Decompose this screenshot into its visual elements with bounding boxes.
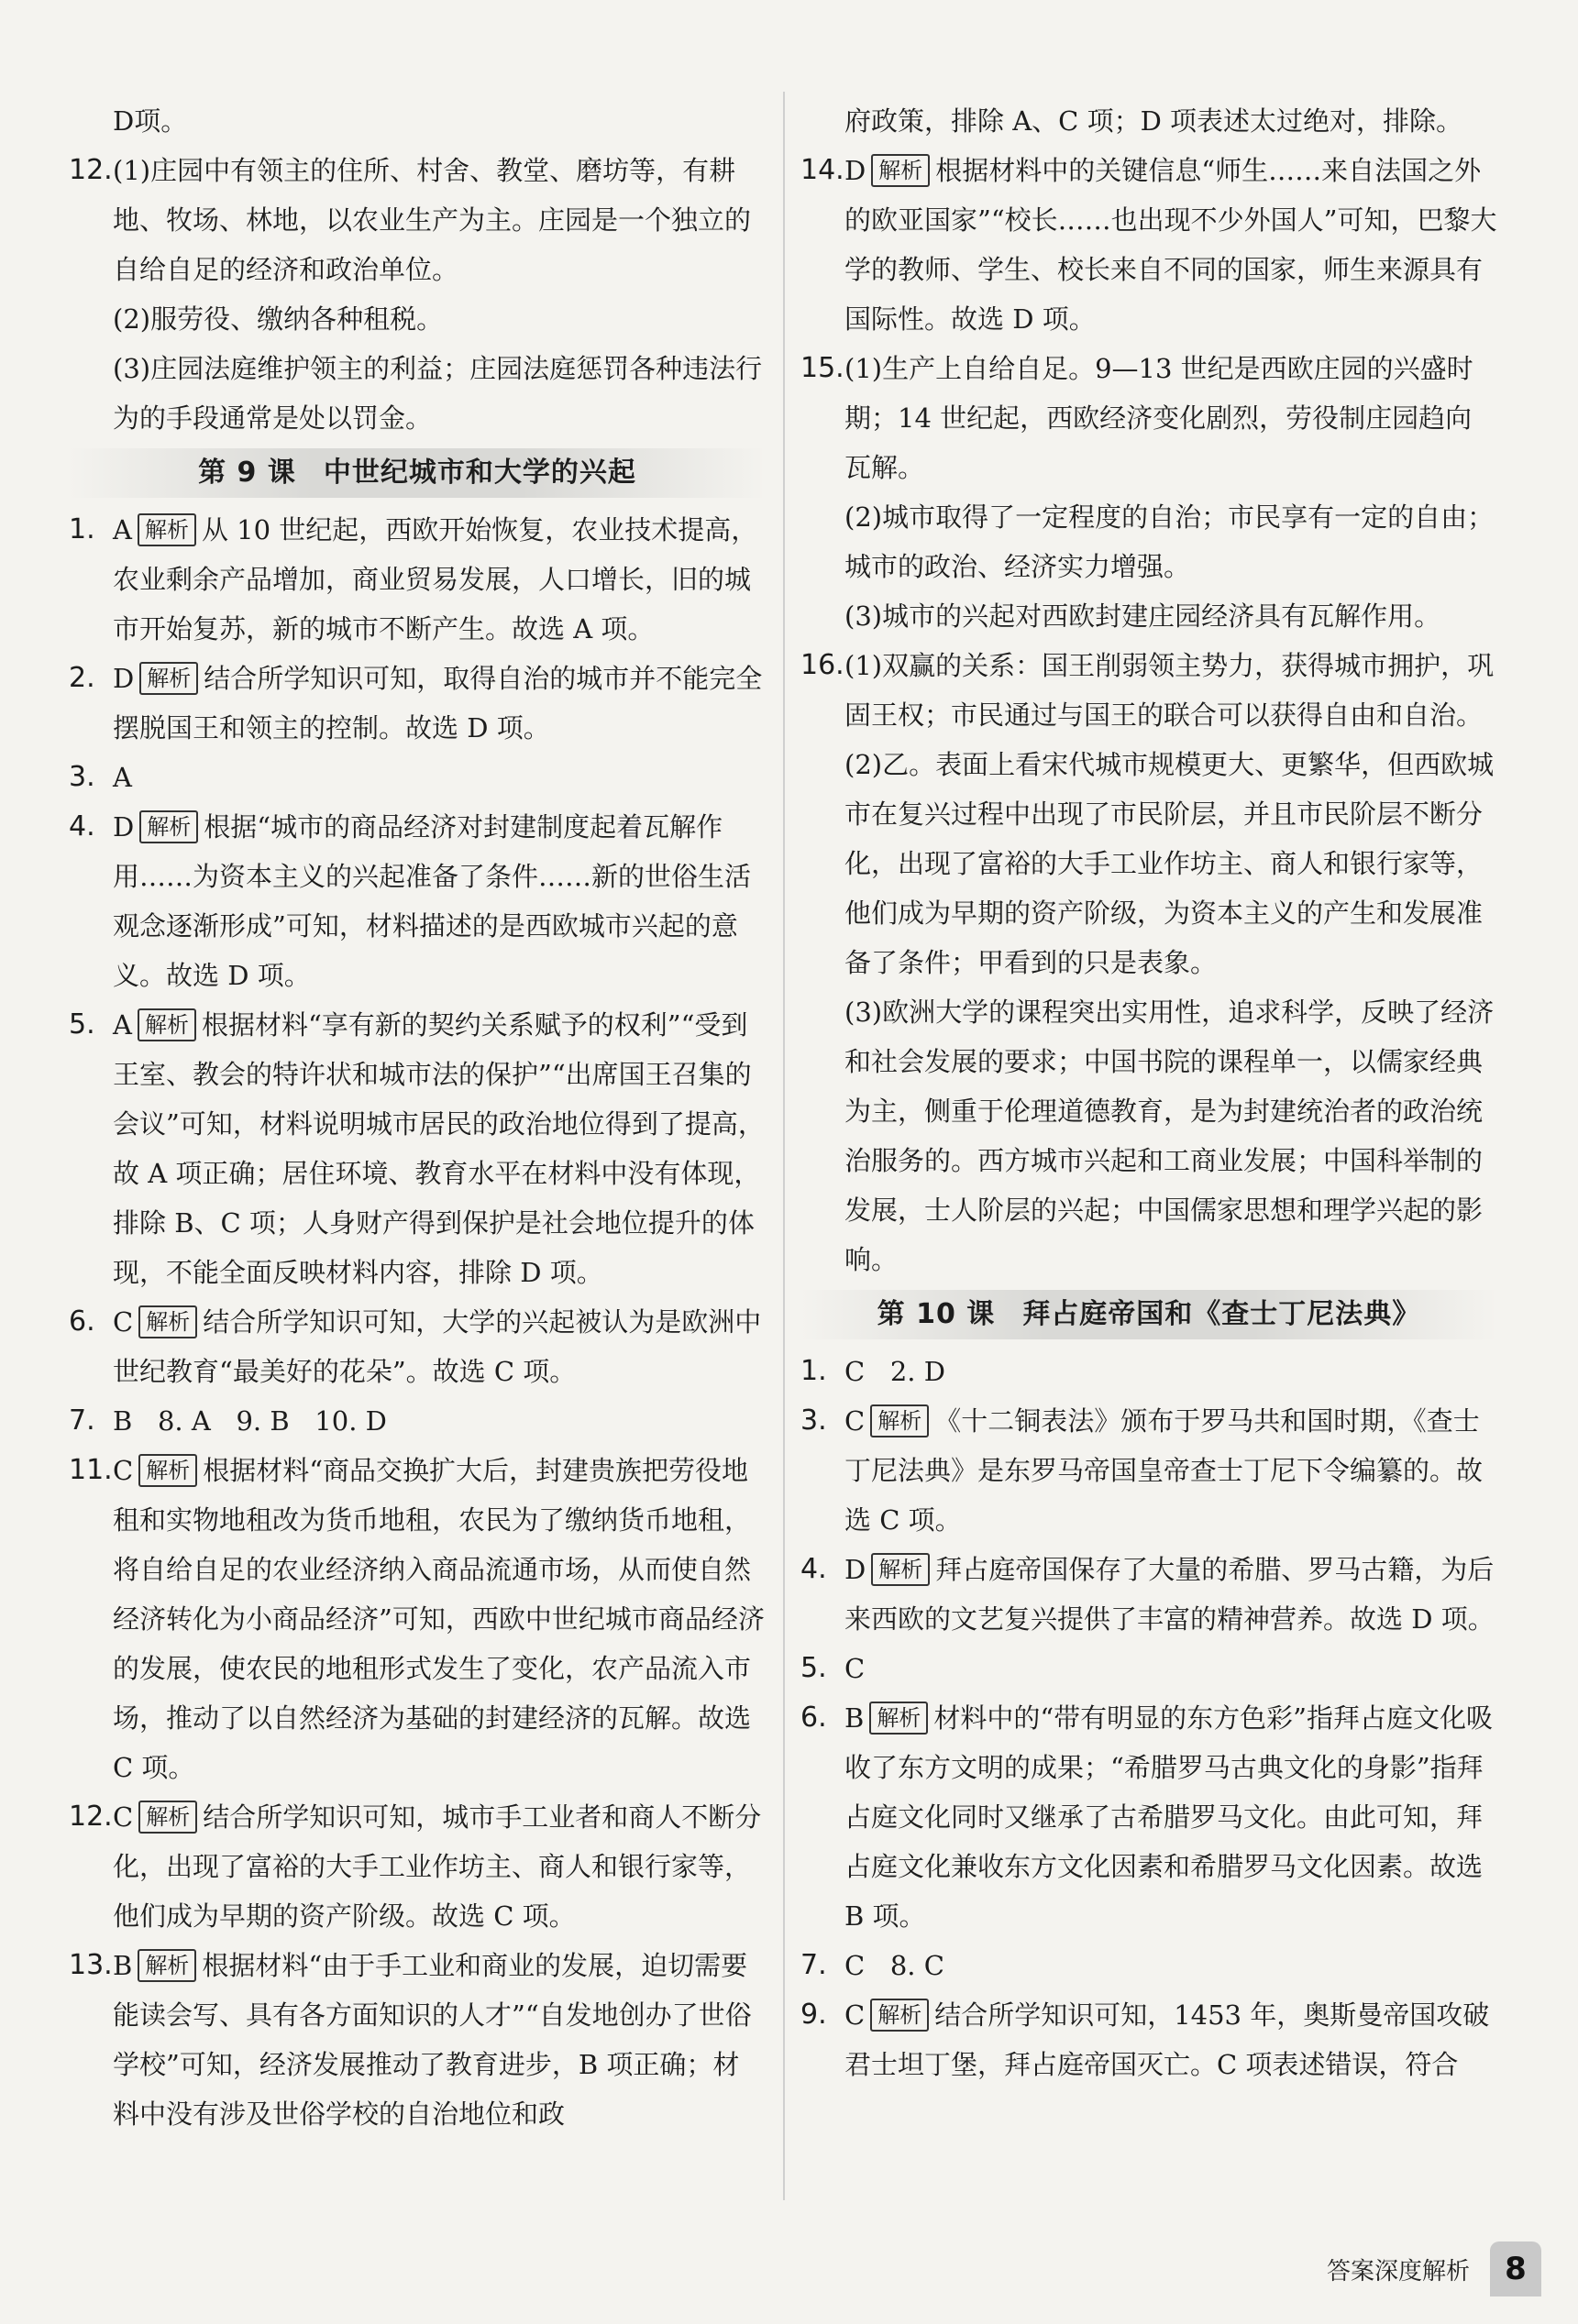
analysis-tag: 解析 [870, 1999, 929, 2032]
answer-number: 5. [800, 1652, 827, 1684]
answer-item [800, 1644, 1497, 1693]
analysis-tag: 解析 [870, 1404, 929, 1437]
answer-text: 根据材料“由于手工业和商业的发展，迫切需要能读会写、具有各方面知识的人才”“自发地创办了世俗学校”可知，经济发展推动了教育进步，B 项正确；材料中没有涉及世俗学校的自治地位和政 [113, 1950, 752, 2130]
right-column [800, 96, 1497, 2089]
answer-number: 6. [800, 1702, 827, 1734]
answer-part: (3)城市的兴起对西欧封建庄园经济具有瓦解作用。 [844, 600, 1441, 632]
answer-text: 根据材料“享有新的契约关系赋予的权利”“受到王室、教会的特许状和城市法的保护”“出席国王召集的会议”可知，材料说明城市居民的政治地位得到了提高，故 A 项正确；居住环境、教育水平在材料中没有体现，排除 B、C 项；人身财产得到保护是社会地位提升的体现，不能全面反映材料内容，排除 D 项。 [113, 1009, 765, 1288]
answer-item [69, 1941, 766, 2139]
answer-item [800, 1396, 1497, 1545]
answer-text: 拜占庭帝国保存了大量的希腊、罗马古籍，为后来西欧的文艺复兴提供了丰富的精神营养。故选 D 项。 [844, 1554, 1495, 1635]
answer-choice: B [113, 1950, 133, 1981]
lesson-number: 第 9 课 [198, 457, 296, 489]
answer-item [69, 1000, 766, 1297]
analysis-tag: 解析 [138, 1008, 196, 1041]
answer-item [69, 802, 766, 1000]
answer-item [800, 1990, 1497, 2089]
answer-text: (1)生产上自给自足。9—13 世纪是西欧庄园的兴盛时期；14 世纪起，西欧经济变化剧烈，劳役制庄园趋向瓦解。 [844, 353, 1473, 483]
answer-choice: C [844, 1653, 866, 1684]
analysis-tag: 解析 [139, 662, 198, 695]
answer-part: (2)城市取得了一定程度的自治；市民享有一定的自由；城市的政治、经济实力增强。 [844, 501, 1495, 582]
answer-text: 结合所学知识可知，城市手工业者和商人不断分化，出现了富裕的大手工业作坊主、商人和银行家等，他们成为早期的资产阶级。故选 C 项。 [113, 1801, 762, 1932]
answer-number: 3. [800, 1404, 827, 1437]
answer-item [69, 1396, 766, 1446]
answer-number: 1. [800, 1355, 827, 1387]
answer-choice: A [113, 762, 132, 793]
answer-item [69, 654, 766, 753]
answer-item [800, 641, 1497, 740]
answer-number: 9. [800, 1999, 827, 2031]
answer-part: (2)乙。表面上看宋代城市规模更大、更繁华，但西欧城市在复兴过程中出现了市民阶层，并且市民阶层不断分化，出现了富裕的大手工业作坊主、商人和银行家等，他们成为早期的资产阶级，为资本主义的产生和发展准备了条件；甲看到的只是表象。 [844, 749, 1495, 978]
answer-item [800, 344, 1497, 492]
answer-text: 《十二铜表法》颁布于罗马共和国时期，《查士丁尼法典》是东罗马帝国皇帝查士丁尼下令编纂的。故选 C 项。 [844, 1405, 1484, 1536]
answer-item [69, 1446, 766, 1792]
answer-text: 结合所学知识可知，取得自治的城市并不能完全摆脱国王和领主的控制。故选 D 项。 [113, 663, 763, 743]
answer-item [69, 146, 766, 294]
answer-number: 1. [69, 513, 95, 545]
answer-choices: C 8. C [844, 1950, 944, 1981]
answer-number: 12. [69, 1801, 113, 1833]
answer-number: 3. [69, 761, 95, 793]
answer-item [69, 505, 766, 654]
answer-text: 结合所学知识可知，1453 年，奥斯曼帝国攻破君士坦丁堡，拜占庭帝国灭亡。C 项表述错误，符合 [844, 1999, 1490, 2080]
answer-continuation: 府政策，排除 A、C 项；D 项表述太过绝对，排除。 [844, 105, 1463, 137]
answer-text: 从 10 世纪起，西欧开始恢复，农业技术提高，农业剩余产品增加，商业贸易发展，人口增长，旧的城市开始复苏，新的城市不断产生。故选 A 项。 [113, 514, 758, 644]
analysis-tag: 解析 [869, 1702, 928, 1735]
answer-continuation: D项。 [113, 105, 188, 137]
answer-choice: D [113, 663, 135, 694]
answer-number: 12. [69, 154, 113, 186]
answer-text: 根据材料“商品交换扩大后，封建贵族把劳役地租和实物地租改为货币地租，农民为了缴纳货币地租，将自给自足的农业经济纳入商品流通市场，从而使自然经济转化为小商品经济”可知，西欧中世纪城市商品经济的发展，使农民的地租形式发生了变化，农产品流入市场，推动了以自然经济为基础的封建经济的瓦解。故选 C 项。 [113, 1455, 765, 1783]
answer-number: 4. [800, 1553, 827, 1585]
answer-choice: C [113, 1455, 134, 1486]
answer-item [800, 1693, 1497, 1941]
analysis-tag: 解析 [138, 1949, 196, 1982]
analysis-tag: 解析 [138, 513, 196, 546]
answer-text: (1)双赢的关系：国王削弱领主势力，获得城市拥护，巩固王权；市民通过与国王的联合可以获得自由和自治。 [844, 650, 1495, 731]
answer-number: 16. [800, 649, 844, 681]
answer-part: (2)服劳役、缴纳各种租税。 [113, 303, 444, 335]
answer-choice: B [844, 1702, 865, 1734]
answer-number: 7. [69, 1404, 95, 1437]
answer-number: 4. [69, 810, 95, 843]
page-footer [1327, 2241, 1541, 2296]
answer-choice: C [844, 1999, 866, 2031]
answer-item [800, 1941, 1497, 1990]
answer-choice: A [113, 514, 132, 545]
lesson-heading [800, 1290, 1497, 1339]
page-number: 8 [1490, 2241, 1541, 2296]
answer-number: 5. [69, 1008, 95, 1041]
answer-choice: A [113, 1009, 132, 1041]
lesson-title: 中世纪城市和大学的兴起 [323, 457, 636, 489]
analysis-tag: 解析 [138, 1305, 197, 1338]
answer-choice: C [844, 1405, 866, 1437]
footer-label: 答案深度解析 [1326, 2257, 1470, 2285]
answer-text: 根据材料中的关键信息“师生……来自法国之外的欧亚国家”“校长……也出现不少外国人”可知，巴黎大学的教师、学生、校长来自不同的国家，师生来源具有国际性。故选 D 项。 [844, 155, 1497, 335]
analysis-tag: 解析 [138, 1454, 197, 1487]
lesson-title: 拜占庭帝国和《查士丁尼法典》 [1022, 1298, 1421, 1330]
column-divider [783, 92, 785, 2200]
answer-text: (1)庄园中有领主的住所、村舍、教堂、磨坊等，有耕地、牧场、林地，以农业生产为主。庄园是一个独立的自给自足的经济和政治单位。 [113, 155, 752, 285]
analysis-tag: 解析 [871, 1553, 930, 1586]
answer-choice: C [113, 1306, 134, 1338]
analysis-tag: 解析 [871, 154, 930, 187]
analysis-tag: 解析 [139, 810, 198, 843]
answer-item [69, 753, 766, 802]
answer-choice: D [844, 155, 866, 186]
answer-item [800, 146, 1497, 344]
answer-text: 结合所学知识可知，大学的兴起被认为是欧洲中世纪教育“最美好的花朵”。故选 C 项。 [113, 1306, 762, 1387]
lesson-heading [69, 448, 766, 498]
answer-text: 根据“城市的商品经济对封建制度起着瓦解作用……为资本主义的兴起准备了条件……新的世俗生活观念逐渐形成”可知，材料描述的是西欧城市兴起的意义。故选 D 项。 [113, 811, 752, 991]
answer-number: 6. [69, 1305, 95, 1338]
answer-text: 材料中的“带有明显的东方色彩”指拜占庭文化吸收了东方文明的成果；“希腊罗马古典文化的身影”指拜占庭文化同时又继承了古希腊罗马文化。由此可知，拜占庭文化兼收东方文化因素和希腊罗马文化因素。故选 B 项。 [844, 1702, 1493, 1932]
answer-item [800, 1347, 1497, 1396]
answer-choice: C [113, 1801, 134, 1833]
answer-number: 14. [800, 154, 844, 186]
answer-number: 15. [800, 352, 844, 384]
left-column [69, 96, 766, 2139]
answer-choices: B 8. A 9. B 10. D [113, 1405, 387, 1437]
answer-part: (3)庄园法庭维护领主的利益；庄园法庭惩罚各种违法行为的手段通常是处以罚金。 [113, 353, 763, 434]
answer-number: 2. [69, 662, 95, 694]
answer-choice: D [844, 1554, 866, 1585]
analysis-tag: 解析 [138, 1801, 197, 1834]
answer-item [800, 1545, 1497, 1644]
answer-part: (3)欧洲大学的课程突出实用性，追求科学，反映了经济和社会发展的要求；中国书院的课程单一，以儒家经典为主，侧重于伦理道德教育，是为封建统治者的政治统治服务的。西方城市兴起和工商业发展；中国科举制的发展，士人阶层的兴起；中国儒家思想和理学兴起的影响。 [844, 997, 1495, 1275]
answer-choices: C 2. D [844, 1356, 945, 1387]
lesson-number: 第 10 课 [877, 1298, 996, 1330]
answer-item [69, 1792, 766, 1941]
answer-number: 7. [800, 1949, 827, 1981]
answer-choice: D [113, 811, 135, 843]
answer-number: 13. [69, 1949, 113, 1981]
answer-number: 11. [69, 1454, 113, 1486]
answer-item [69, 1297, 766, 1396]
